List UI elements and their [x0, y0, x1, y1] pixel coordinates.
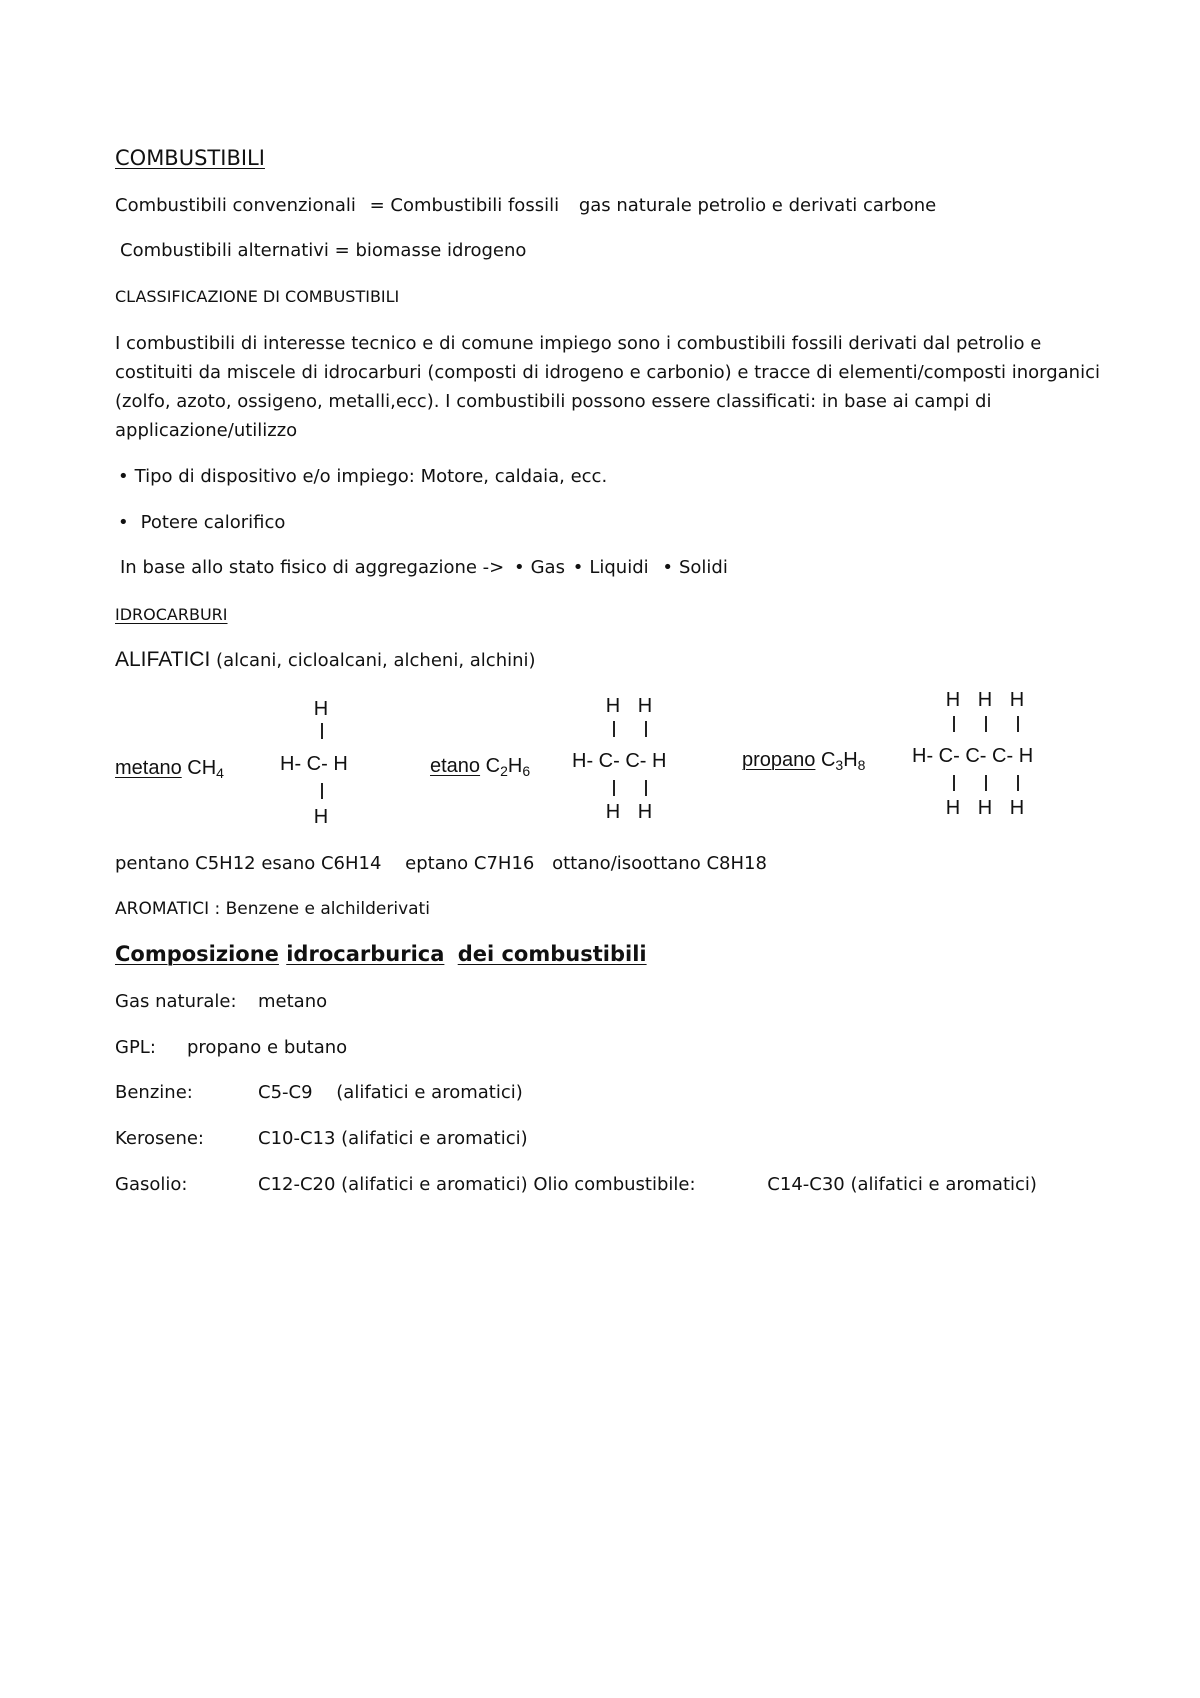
classification-heading: CLASSIFICAZIONE DI COMBUSTIBILI: [115, 287, 400, 306]
atom-h: H: [945, 797, 961, 819]
atom-h: H: [945, 689, 961, 711]
bullet-icon: •: [572, 557, 584, 578]
metano-row: [280, 752, 348, 776]
alkane-ottano: ottano/isoottano C8H18: [552, 853, 767, 874]
bullet-item-device: [118, 466, 607, 488]
composition-heading-b: idrocarburica: [286, 942, 445, 966]
alkane-esano: esano C6H14: [261, 853, 382, 874]
row-extra: C14-C30 (alifatici e aromatici): [767, 1174, 1037, 1195]
row-label: Benzine:: [115, 1082, 193, 1103]
atom-h: H: [977, 689, 993, 711]
formula-sub: 3: [835, 757, 844, 773]
metano-name: metano: [115, 757, 182, 779]
aggregation-prefix: In base allo stato fisico di aggregazione ->: [120, 557, 505, 578]
aggregation-line: [120, 557, 728, 579]
atom-c: C-: [306, 753, 328, 775]
bond-line: [953, 716, 955, 732]
alternative-fuels-line: Combustibili alternativi = biomasse idrogeno: [120, 240, 527, 261]
row-note: (alifatici e aromatici): [336, 1082, 523, 1103]
state-gas: Gas: [530, 557, 565, 578]
atom-c: C-: [625, 750, 647, 772]
composition-heading-c: dei combustibili: [457, 942, 647, 966]
row-label: Gas naturale:: [115, 991, 237, 1012]
bullet-icon: •: [662, 557, 673, 578]
bullet-icon: •: [118, 466, 129, 487]
composition-row: [115, 991, 327, 1013]
atom-h: H-: [280, 753, 302, 775]
atom-h: H: [605, 801, 621, 823]
atom-h: H-: [572, 750, 594, 772]
row-value: propano e butano: [187, 1037, 348, 1058]
atom-h: H: [652, 750, 667, 772]
state-solidi: Solidi: [678, 557, 728, 578]
etano-row: [572, 749, 666, 773]
etano-formula: [486, 755, 531, 777]
atom-h: H: [313, 806, 329, 828]
formula-sub: 6: [522, 763, 531, 779]
formula-c: C: [820, 749, 836, 771]
alifatici-subtypes: (alcani, cicloalcani, alcheni, alchini): [216, 650, 536, 671]
composition-row: [115, 1128, 528, 1150]
row-value: C12-C20 (alifatici e aromatici) Olio combustibile:: [258, 1174, 696, 1195]
conventional-fuels-line: [115, 195, 936, 217]
etano-name: etano: [430, 755, 481, 777]
atom-c: C-: [965, 745, 987, 767]
composition-row: [115, 1037, 347, 1059]
metano-label: [115, 756, 224, 780]
alkane-eptano: eptano C7H16: [405, 853, 535, 874]
propano-name: propano: [742, 749, 816, 771]
atom-c: C-: [938, 745, 960, 767]
alifatici-heading: ALIFATICI: [115, 648, 211, 671]
row-label: Kerosene:: [115, 1128, 204, 1149]
bond-line: [321, 723, 323, 739]
bond-line: [613, 721, 615, 737]
propano-row: [912, 744, 1033, 768]
bullet-text: Potere calorifico: [140, 512, 286, 533]
atom-h: H: [605, 695, 621, 717]
row-label: Gasolio:: [115, 1174, 188, 1195]
intro-paragraph: I combustibili di interesse tecnico e di comune impiego sono i combustibili fossili derivati dal petrolio e costituiti da miscele di idrocarburi (composti di idrogeno e carbonio) e tracce di elementi/composti inorganici (zolfo, azoto, ossigeno, metalli,ecc). I combustibili possono essere classificati: in base ai campi di applicazione/utilizzo: [115, 333, 1100, 441]
formula-h: H: [507, 755, 523, 777]
bond-line: [1017, 775, 1019, 791]
composition-row: [115, 1082, 523, 1104]
bond-line: [953, 775, 955, 791]
state-liquidi: Liquidi: [589, 557, 649, 578]
bond-line: [985, 716, 987, 732]
alifatici-line: [115, 649, 536, 672]
other-alkanes-line: [115, 853, 767, 875]
bond-line: [321, 783, 323, 799]
atom-h: H: [1009, 797, 1025, 819]
row-value: C5-C9: [258, 1082, 313, 1103]
formula-c: C: [485, 755, 501, 777]
bond-line: [985, 775, 987, 791]
formula-h: H: [843, 749, 858, 771]
bond-line: [1017, 716, 1019, 732]
bond-line: [645, 721, 647, 737]
conventional-label: Combustibili convenzionali: [115, 195, 356, 216]
formula-sub: 2: [500, 763, 508, 779]
bullet-icon: •: [118, 512, 129, 533]
atom-h: H: [977, 797, 993, 819]
atom-h: H: [333, 753, 348, 775]
formula-ch: CH: [187, 757, 217, 779]
atom-c: C-: [992, 745, 1014, 767]
bond-line: [613, 780, 615, 796]
composition-heading: [115, 943, 647, 965]
propano-label: [742, 748, 865, 772]
etano-label: [430, 754, 530, 778]
composition-heading-a: Composizione: [115, 942, 279, 966]
idrocarburi-heading: IDROCARBURI: [115, 605, 228, 624]
row-value: metano: [258, 991, 328, 1012]
atom-h: H: [637, 801, 653, 823]
aromatici-line: AROMATICI : Benzene e alchilderivati: [115, 899, 430, 919]
conventional-equals: = Combustibili fossili: [369, 195, 560, 216]
atom-h: H: [637, 695, 653, 717]
composition-row: [115, 1174, 1037, 1196]
document-title: COMBUSTIBILI: [115, 146, 265, 170]
atom-c: C-: [598, 750, 620, 772]
atom-h: H: [313, 698, 329, 720]
atom-h: H: [1018, 745, 1034, 767]
alkane-pentano: pentano C5H12: [115, 853, 256, 874]
bullet-item-calorific: [118, 512, 285, 534]
bullet-text: Tipo di dispositivo e/o impiego: Motore, caldaia, ecc.: [134, 466, 608, 487]
conventional-examples: gas naturale petrolio e derivati carbone: [578, 195, 937, 216]
atom-h: H-: [912, 745, 934, 767]
formula-sub: 4: [216, 765, 224, 781]
atom-h: H: [1009, 689, 1025, 711]
bullet-icon: •: [513, 557, 525, 578]
row-label: GPL:: [115, 1037, 156, 1058]
propano-formula: [821, 749, 866, 771]
row-value: C10-C13 (alifatici e aromatici): [258, 1128, 528, 1149]
formula-sub: 8: [857, 757, 866, 773]
bond-line: [645, 780, 647, 796]
metano-formula: [187, 757, 224, 779]
